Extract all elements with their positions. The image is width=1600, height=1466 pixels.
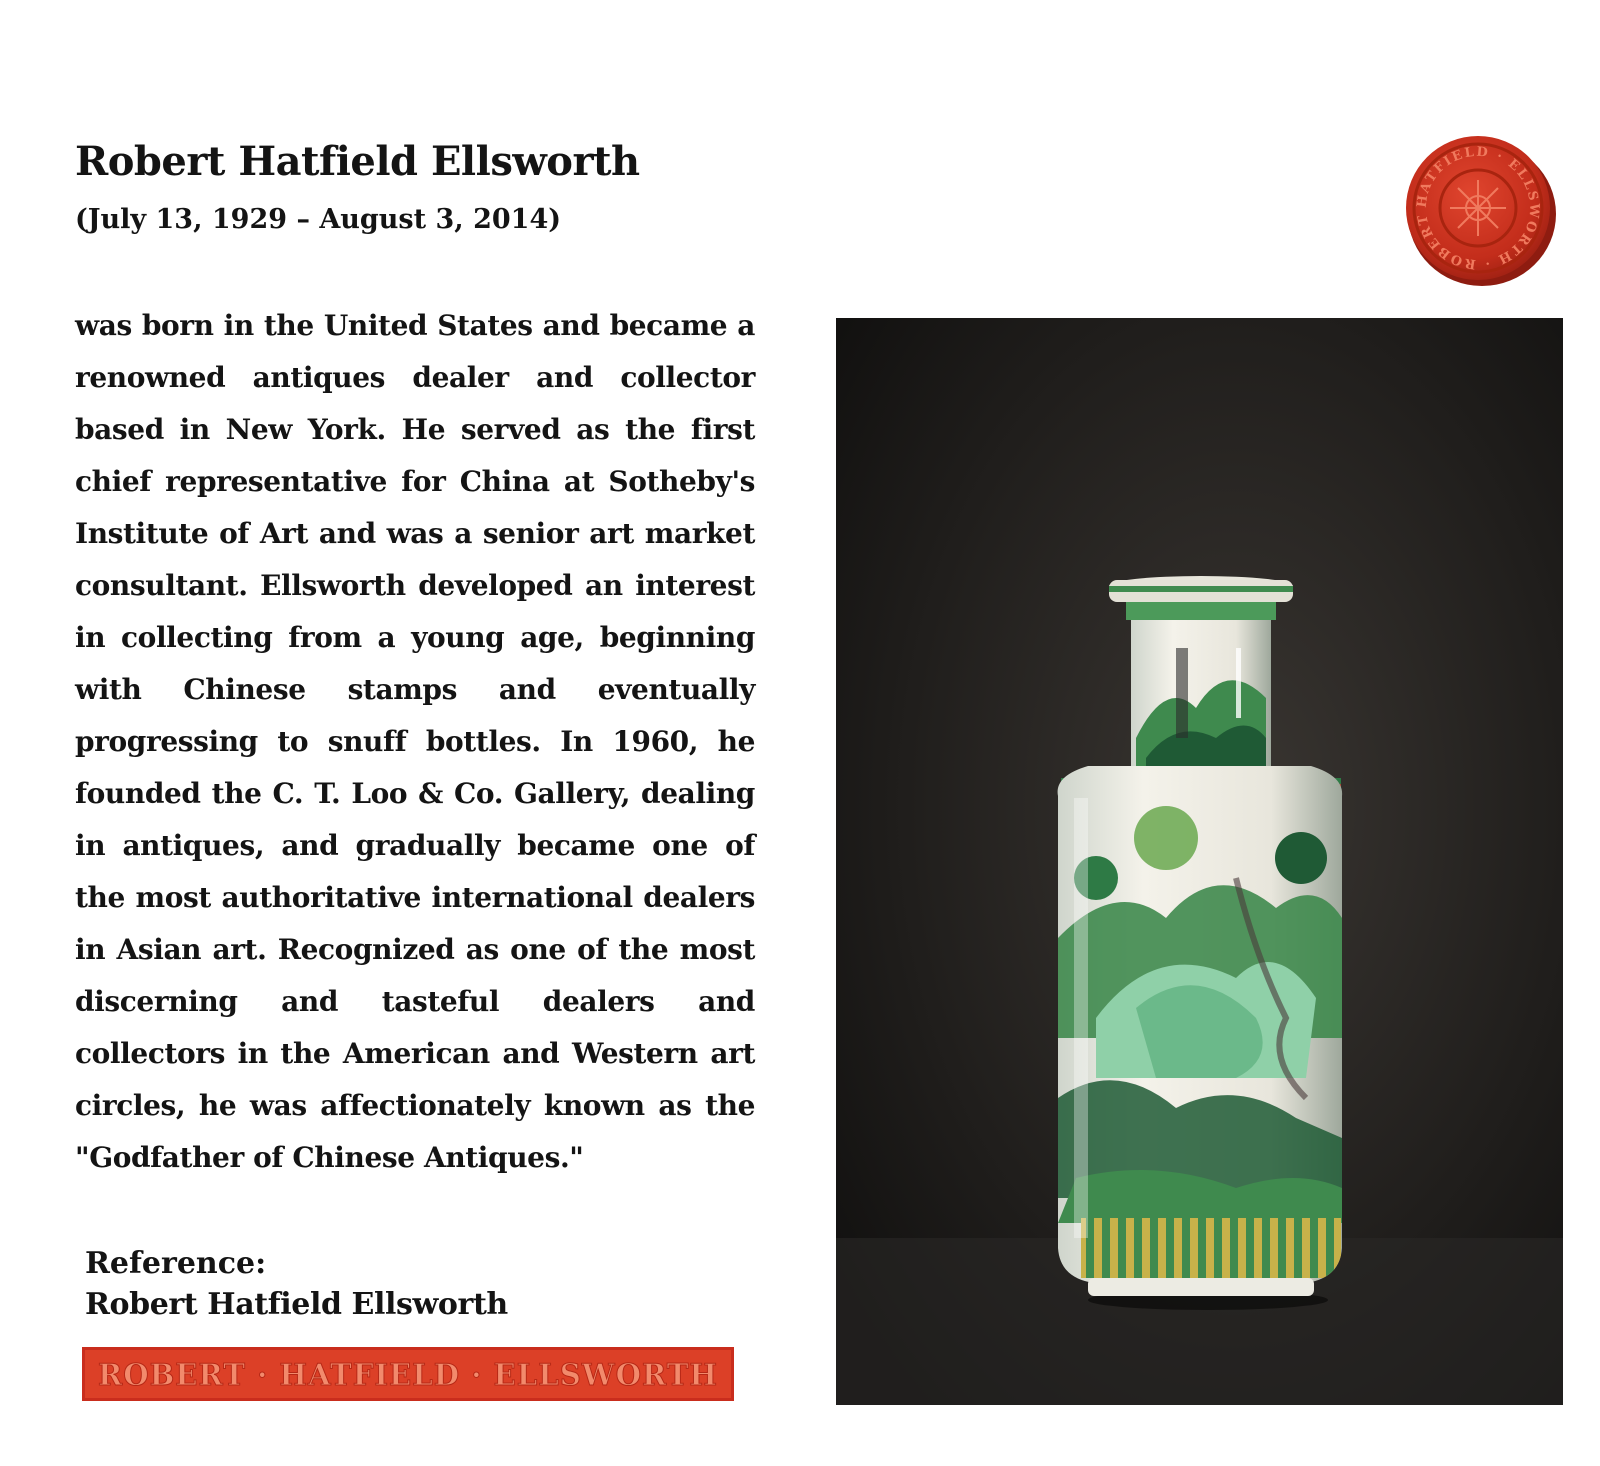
wax-seal-image bbox=[1400, 130, 1560, 290]
life-dates: (July 13, 1929 – August 3, 2014) bbox=[75, 204, 562, 235]
reference-name: Robert Hatfield Ellsworth bbox=[85, 1287, 508, 1322]
name-stamp-strip bbox=[82, 1347, 734, 1401]
vase-photograph bbox=[836, 318, 1563, 1405]
page-title: Robert Hatfield Ellsworth bbox=[75, 138, 640, 185]
stamp-strip-text: ROBERT · HATFIELD · ELLSWORTH bbox=[98, 1358, 718, 1393]
reference-label: Reference: bbox=[85, 1246, 267, 1281]
biography-text: was born in the United States and became a renowned antiques dealer and collector based in New York. He served as the first chief representative for China at Sotheby's Institute of Art and was a senior art market consultant. Ellsworth developed an interest in collecting from a young age, beginning with Chinese stamps and eventually progressing to snuff bottles. In 1960, he founded the C. T. Loo & Co. Gallery, dealing in antiques, and gradually became one of the most authoritative international dealers in Asian art. Recognized as one of the most discerning and tasteful dealers and collectors in the American and Western art circles, he was affectionately known as the "Godfather of Chinese Antiques." bbox=[75, 309, 755, 1174]
seal-outer-text: HATFIELD · ELLSWORTH · ROBERT bbox=[1414, 144, 1542, 272]
